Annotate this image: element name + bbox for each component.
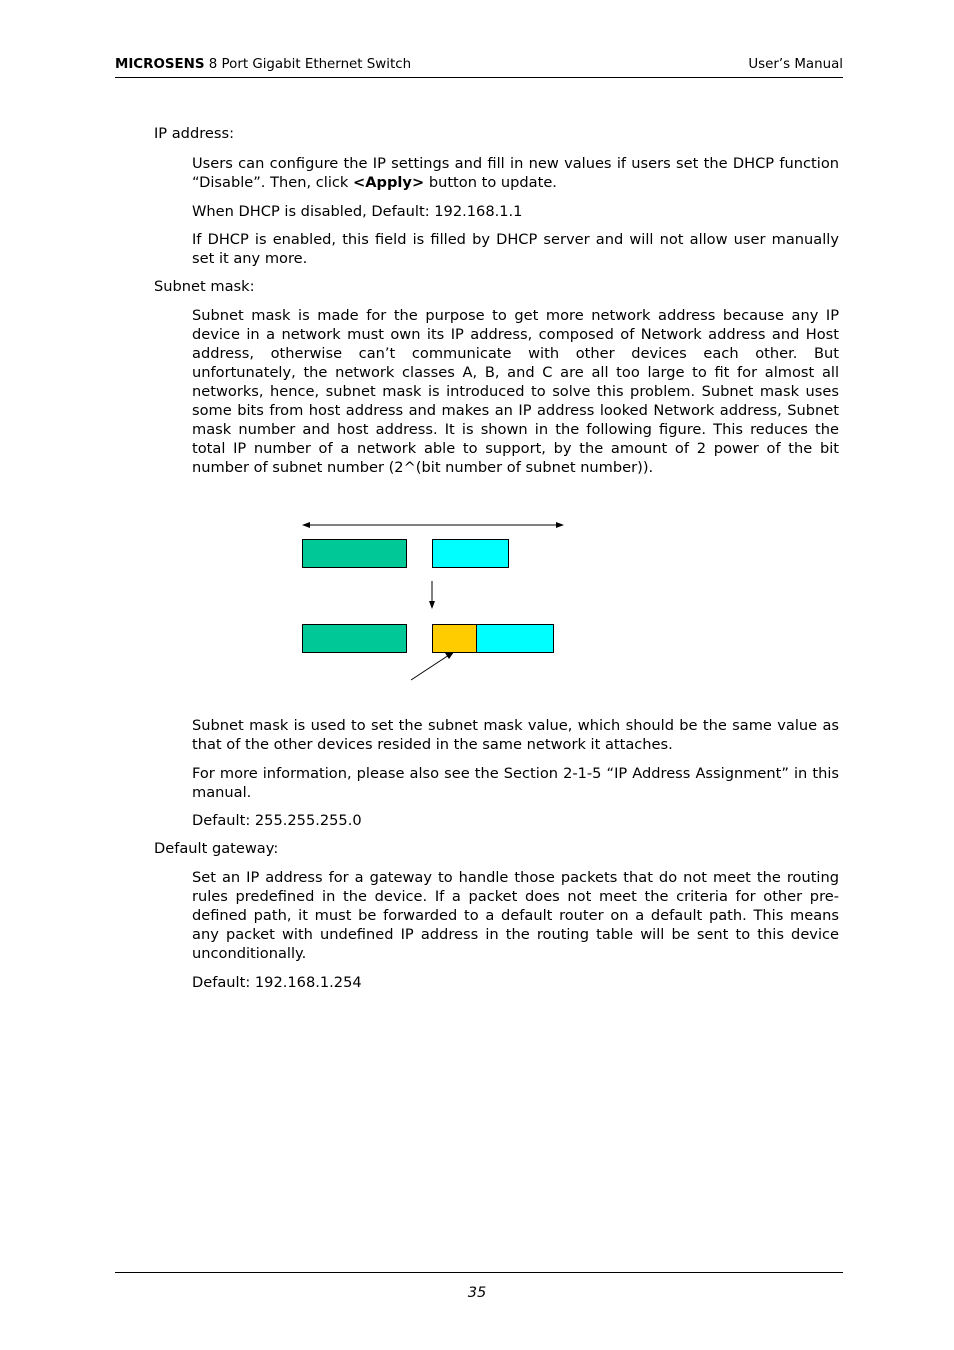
gateway-paragraph-2: Default: 192.168.1.254 [192, 974, 362, 991]
term-subnet-mask: Subnet mask: [154, 278, 255, 295]
gateway-paragraph-1: Set an IP address for a gateway to handle those packets that do not meet the routing rules predefined in the device. If a packet does not meet the criteria for other pre-defined path, it must be forwarded to a default router on a default path. This means any packet with undefined IP address in the routing table will be sent to this device unconditionally. [192, 869, 839, 962]
ip-p1-text-b: button to update. [424, 174, 557, 191]
page-header [115, 57, 843, 78]
host-address-block-top [433, 540, 509, 568]
down-arrow [429, 581, 435, 609]
subnet-paragraph-2: Subnet mask is used to set the subnet mask value, which should be the same value as that of the other devices resided in the same network it attaches. [192, 717, 839, 753]
ip-p1-text-a: Users can configure the IP settings and fill in new values if users set the DHCP function “Disable”. Then, click [192, 155, 839, 191]
network-address-block-top [303, 540, 407, 568]
subnet-diagram [296, 512, 576, 688]
subnet-paragraph-1: Subnet mask is made for the purpose to get more network address because any IP device in a network must own its IP address, composed of Network address and Host address, otherwise can’t communicate with other devices each other. But unfortunately, the network classes A, B, and C are all too large to fit for almost all networks, hence, subnet mask is introduced to solve this problem. Subnet mask uses some bits from host address and makes an IP address looked Network address, Subnet mask number and host address. It is shown in the following figure. This reduces the total IP number of a network able to support, by the amount of 2 power of the bit number of subnet number (2^(bit number of subnet number)). [192, 307, 839, 476]
subnet-number-block [433, 625, 477, 653]
brand-name: MICROSENS [115, 57, 205, 72]
header-manual-label: User’s Manual [748, 57, 843, 72]
ip-paragraph-1 [192, 154, 839, 192]
range-arrow [302, 522, 564, 528]
ip-paragraph-3: If DHCP is enabled, this field is filled by DHCP server and will not allow user manually set it any more. [192, 231, 839, 267]
apply-button-ref: <Apply> [353, 174, 425, 191]
product-name: 8 Port Gigabit Ethernet Switch [208, 57, 412, 72]
pointer-arrow [411, 652, 454, 680]
footer-divider [115, 1272, 843, 1273]
term-ip-address: IP address: [154, 125, 234, 142]
subnet-paragraph-4: Default: 255.255.255.0 [192, 812, 362, 829]
term-default-gateway: Default gateway: [154, 840, 279, 857]
ip-paragraph-2: When DHCP is disabled, Default: 192.168.1.1 [192, 203, 523, 220]
host-address-block-bottom [477, 625, 554, 653]
subnet-paragraph-3: For more information, please also see the Section 2-1-5 “IP Address Assignment” in this manual. [192, 765, 839, 801]
header-title [115, 57, 411, 72]
network-address-block-bottom [303, 625, 407, 653]
page-number: 35 [467, 1284, 487, 1301]
